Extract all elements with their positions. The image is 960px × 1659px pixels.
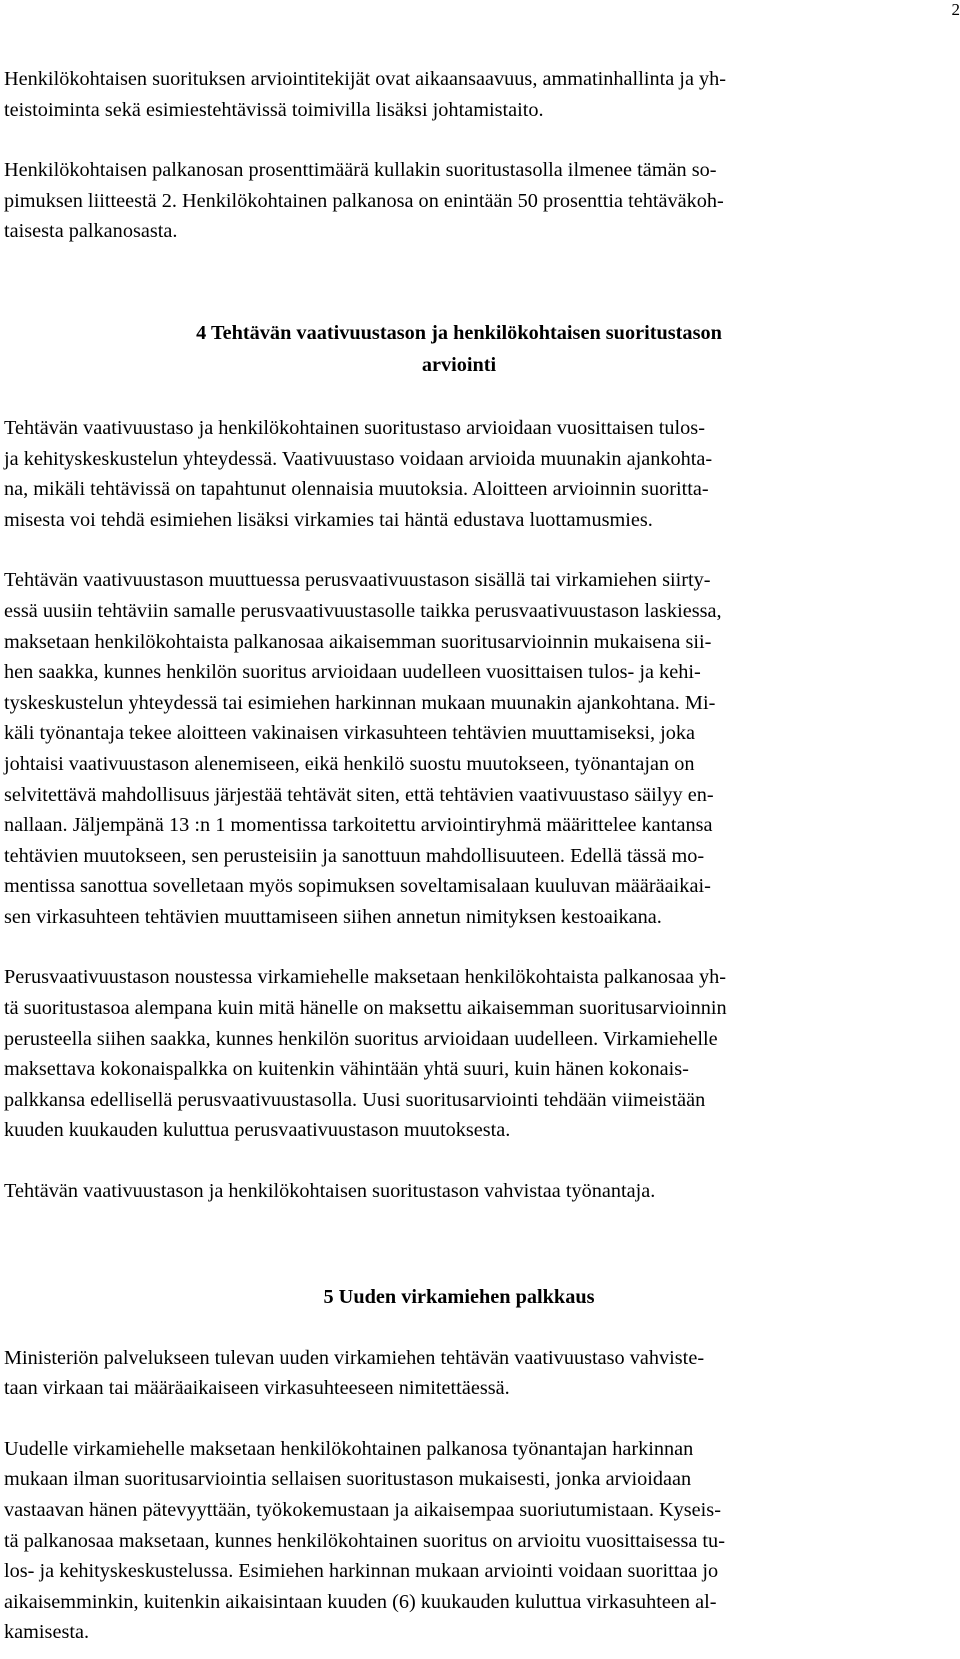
paragraph: Tehtävän vaativuustaso ja henkilökohtainen suoritustaso arvioidaan vuosittaisen tulos- ja kehityskeskustelun yhteydessä. Vaativuustaso voidaan arvioida muunakin ajankohta- na, mikäli tehtävissä on tapahtunut olennaisia muutoksia. Aloitteen arvioinnin suoritta- misesta voi tehdä esimiehen lisäksi virkamies tai häntä edustava luottamusmies.	[4, 416, 713, 531]
paragraph: Uudelle virkamiehelle maksetaan henkilökohtainen palkanosa työnantajan harkinnan mukaan ilman suoritusarviointia sellaisen suoritustason mukaisesti, jonka arvioidaan vastaavan hänen pätevyyttään, työkokemustaan ja aikaisempaa suoriutumistaan. Kyseis- tä palkanosaa maksetaan, kunnes henkilökohtainen suoritus on arvioitu vuosittaisessa tu- los- ja kehityskeskustelussa. Esimiehen harkinnan mukaan arviointi voidaan suorittaa jo aikaisemminkin, kuitenkin aikaisintaan kuuden (6) kuukauden kuluttua virkasuhteen al- kamisesta.	[4, 1437, 725, 1644]
paragraph: Ministeriön palvelukseen tulevan uuden virkamiehen tehtävän vaativuustaso vahviste- taan virkaan tai määräaikaiseen virkasuhteeseen nimitettäessä.	[4, 1346, 705, 1400]
paragraph: Tehtävän vaativuustason muuttuessa perusvaativuustason sisällä tai virkamiehen siirty- essä uusiin tehtäviin samalle perusvaativuustasolle taikka perusvaativuustason laskiessa, maksetaan henkilökohtaista palkanosaa aikaisemman suoritusarvioinnin mukaisena sii- hen saakka, kunnes henkilön suoritus arvioidaan uudelleen vuosittaisen tulos- ja kehi- tyskeskustelun yhteydessä tai esimiehen harkinnan mukaan muunakin ajankohtana. Mi- käli työnantaja tekee aloitteen vakinaisen virkasuhteen tehtävien muuttamiseksi, joka johtaisi vaativuustason alenemiseen, eikä henkilö suostu muutokseen, työnantajan on selvitettävä mahdollisuus järjestää tehtävät siten, että tehtävien vaativuustaso säilyy en- nallaan. Jäljempänä 13 :n 1 momentissa tarkoitettu arviointiryhmä määrittelee kantansa tehtävien muutokseen, sen perusteisiin ja sanottuun mahdollisuuteen. Edellä tässä mo- mentissa sanottua sovelletaan myös sopimuksen soveltamisalaan kuuluvan määräaikai- sen virkasuhteen tehtävien muuttamiseen siihen annetun nimityksen kestoaikana.	[4, 569, 722, 928]
section-5-heading: 5 Uuden virkamiehen palkkaus	[323, 1285, 595, 1308]
paragraph: Perusvaativuustason noustessa virkamiehelle maksetaan henkilökohtaista palkanosaa yh- tä suoritustasoa alempana kuin mitä hänelle on maksettu aikaisemman suoritusarvioinnin perusteella siihen saakka, kunnes henkilön suoritus arvioidaan uudelleen. Virkamiehelle maksettava kokonaispalkka on kuitenkin vähintään yhtä suuri, kuin hänen kokonais- palkkansa edellisellä perusvaativuustasolla. Uusi suoritusarviointi tehdään viimeistään kuuden kuukauden kuluttua perusvaativuustason muutoksesta.	[4, 966, 727, 1142]
document-body	[4, 64, 914, 1648]
paragraph: Henkilökohtaisen palkanosan prosenttimäärä kullakin suoritustasolla ilmenee tämän so- pimuksen liitteestä 2. Henkilökohtainen palkanosa on enintään 50 prosenttia tehtäväkoh- taisesta palkanosasta.	[4, 159, 724, 243]
section-4-heading: 4 Tehtävän vaativuustason ja henkilökohtaisen suoritustason arviointi	[196, 321, 722, 376]
paragraph: Henkilökohtaisen suorituksen arviointitekijät ovat aikaansaavuus, ammatinhallinta ja yh- teistoiminta sekä esimiestehtävissä toimivilla lisäksi johtamistaito.	[4, 68, 727, 121]
paragraph: Tehtävän vaativuustason ja henkilökohtaisen suoritustason vahvistaa työnantaja.	[4, 1180, 656, 1203]
page-number: 2	[951, 0, 960, 19]
